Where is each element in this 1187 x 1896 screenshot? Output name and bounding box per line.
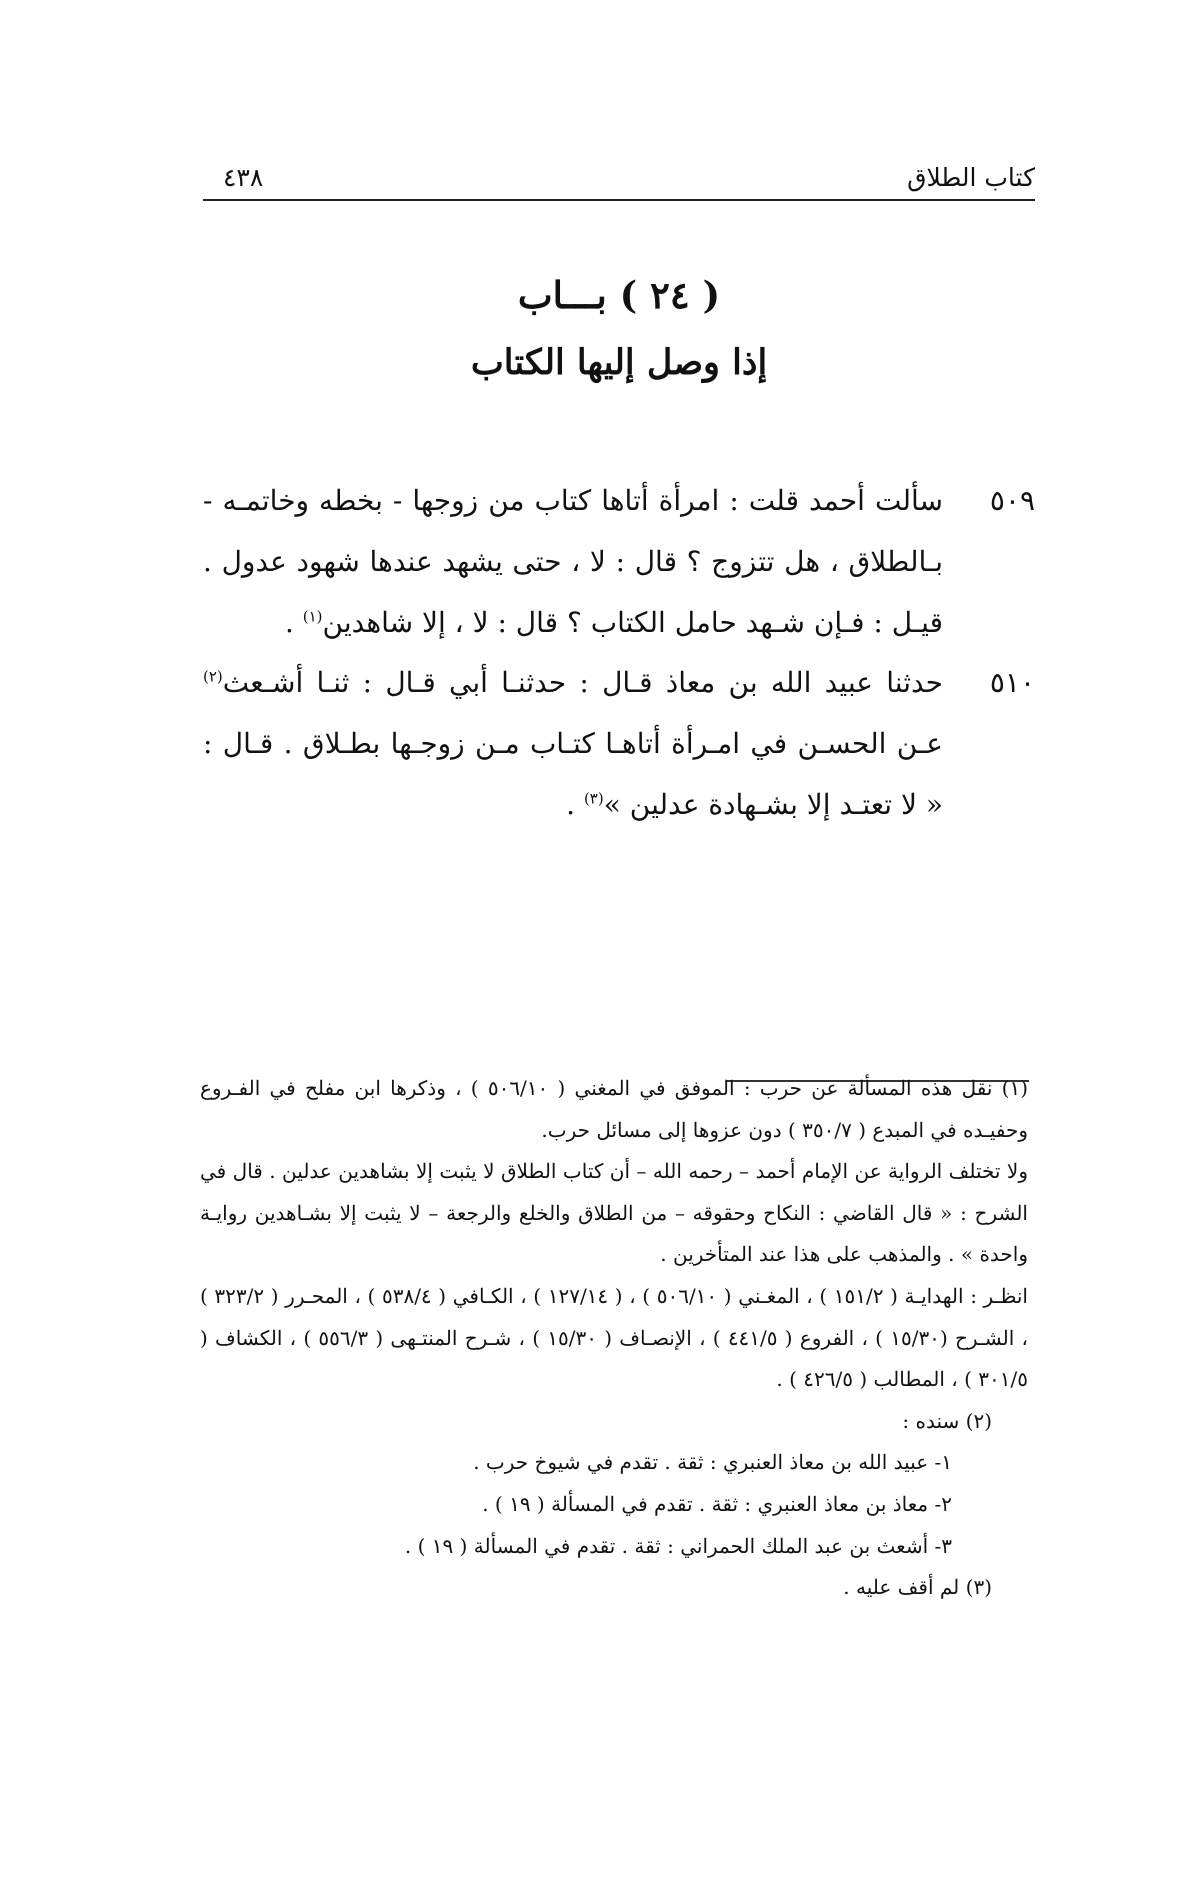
footnote-1-references: انظـر : الهدايـة ( ١٥١/٢ ) ، المغـني ( ٥٠٦/١٠ ) ، ( ١٢٧/١٤ ) ، الكـافي ( ٥٣٨/٤ ) ، المحـرر ( ٣٢٣/٢ ) ، الشـرح (١٥/٣٠ ) ، الفروع ( ٤٤١/٥ ) ، الإنصـاف ( ١٥/٣٠ ) ، شـرح المنتـهى ( ٥٥٦/٣ ) ، الكشاف ( ٣٠١/٥ ) ، المطالب ( ٤٢٦/٥ ) . <box>200 1283 1028 1392</box>
footnote-2-title: (٢) سنده : <box>902 1408 992 1433</box>
footnotes <box>200 1068 1028 1609</box>
footnote-1: (١) نقل هذه المسألة عن حرب : الموفق في المغني ( ٥٠٦/١٠ ) ، وذكرها ابن مفلح في الفـروع وحفيـده في المبدع ( ٣٥٠/٧ ) دون عزوها إلى مسائل حرب. <box>200 1076 1029 1142</box>
entry-end: . <box>566 788 584 821</box>
book-title: كتاب الطلاق <box>907 163 1035 192</box>
entry-text <box>203 652 943 835</box>
narrator-item: ٣- أشعث بن عبد الملك الحمراني : ثقة . تقدم في المسألة ( ١٩ ) . <box>404 1533 952 1558</box>
running-header <box>203 163 1035 201</box>
entry-510 <box>203 652 1035 835</box>
footnote-ref[interactable]: (١) <box>302 607 323 626</box>
entry-body-a: حدثنا عبيد الله بن معاذ قـال : حدثنـا أبي قـال : ثنـا أشـعث <box>222 666 943 699</box>
entry-body-b: عـن الحسـن في امـرأة أتاهـا كتـاب مـن زوجـها بطـلاق . قـال : « لا تعتـد إلا بشـهادة عدلين » <box>203 727 943 821</box>
entry-end: . <box>284 606 303 639</box>
entry-number: ٥٠٩ <box>989 484 1035 517</box>
footnote-2-chain <box>200 1442 1028 1567</box>
chapter-title: إذا وصل إليها الكتاب <box>470 342 768 383</box>
footnote-ref[interactable]: (٢) <box>203 667 223 686</box>
narrator-item: ٢- معاذ بن معاذ العنبري : ثقة . تقدم في المسألة ( ١٩ ) . <box>482 1491 952 1516</box>
page-number: ٤٣٨ <box>223 163 264 192</box>
entry-text <box>203 470 943 653</box>
footnote-1-discussion: ولا تختلف الرواية عن الإمام أحمد – رحمه الله – أن كتاب الطلاق لا يثبت إلا بشاهدين عدلين . قال في الشرح : « قال القاضي : النكاح وحقوقه – من الطلاق والخلع والرجعة – لا يثبت إلا بشـاهدين روايـة واحدة » . والمذهب على هذا عند المتأخرين . <box>200 1159 1028 1267</box>
entry-number: ٥١٠ <box>989 666 1035 699</box>
chapter-number: ( ٢٤ ) بـــاب <box>517 273 721 317</box>
narrator-item: ١- عبيد الله بن معاذ العنبري : ثقة . تقدم في شيوخ حرب . <box>473 1450 952 1475</box>
entry-body: سألت أحمد قلت : امرأة أتاها كتاب من زوجها - بخطه وخاتمـه - بـالطلاق ، هل تتزوج ؟ قال : لا ، حتى يشهد عندها شهود عدول . قيـل : فـإن شـهد حامل الكتاب ؟ قال : لا ، إلا شاهدين <box>203 484 943 639</box>
footnote-3: (٣) لم أقف عليه . <box>843 1575 992 1600</box>
header-rule <box>203 199 1035 201</box>
entry-509 <box>203 470 1035 653</box>
footnote-ref[interactable]: (٣) <box>583 789 604 808</box>
